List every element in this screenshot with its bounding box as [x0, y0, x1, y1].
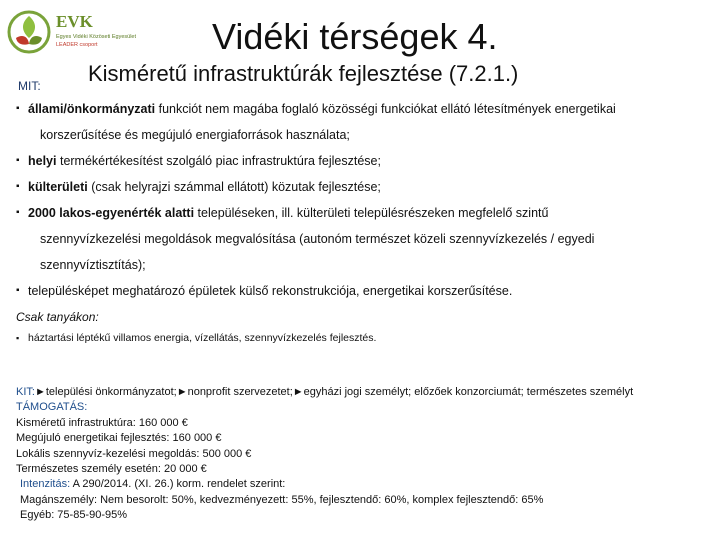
- kit-line: KIT:►települési önkormányzatot;►nonprofit szervezetet;►egyházi jogi személyt; előzőek konzorciumát; természetes személyt: [16, 386, 634, 398]
- logo-line2: LEADER csoport: [56, 42, 98, 48]
- list-item: ▪ külterületi (csak helyrajzi számmal ellátott) közutak fejlesztése;: [16, 174, 711, 200]
- page-title: Vidéki térségek 4.: [212, 16, 498, 57]
- leaf-logo-icon: [6, 8, 52, 54]
- list-item: ▪ helyi termékértékesítést szolgáló piac infrastruktúra fejlesztése;: [16, 148, 711, 174]
- list-item: ▪ településképet meghatározó épületek külső rekonstrukciója, energetikai korszerűsítése.: [16, 278, 711, 304]
- support-label: TÁMOGATÁS:: [16, 401, 88, 414]
- support-line: Kisméretű infrastruktúra: 160 000 €: [16, 416, 188, 429]
- intensity-line: Intenzitás: A 290/2014. (XI. 26.) korm. rendelet szerint:: [20, 478, 286, 491]
- list-item: ▪ háztartási léptékű villamos energia, vízellátás, szennyvízkezelés fejlesztés.: [16, 328, 711, 348]
- logo-brand: EVK: [56, 12, 93, 31]
- mit-label: MIT:: [18, 79, 41, 93]
- support-line: Lokális szennyvíz-kezelési megoldás: 500 000 €: [16, 447, 252, 460]
- list-item: ▪ állami/önkormányzati funkciót nem magába foglaló közösségi funkciókat ellátó létesítmények energetikai korszerűsítése és megújuló energiaforrások használata;: [16, 96, 711, 148]
- support-line: Természetes személy esetén: 20 000 €: [16, 463, 207, 476]
- page-subtitle: Kisméretű infrastruktúrák fejlesztése (7.2.1.): [88, 61, 519, 86]
- evk-logo: [6, 6, 156, 56]
- support-line: Megújuló energetikai fejlesztés: 160 000 €: [16, 432, 222, 445]
- bullet-list: [16, 96, 711, 348]
- private-line: Magánszemély: Nem besorolt: 50%, kedvezményezett: 55%, fejlesztendő: 60%, komplex fejlesztendő: 65%: [20, 493, 544, 506]
- list-item: ▪ 2000 lakos-egyenérték alatti településeken, ill. külterületi településrészeken megfelelő szintű szennyvízkezelési megoldások megvalósítása (autonóm természet közeli szennyvízkezelés / egyedi szennyvíztisztítás);: [16, 200, 711, 278]
- other-line: Egyéb: 75-85-90-95%: [20, 509, 128, 522]
- logo-line1: Egyes Vidéki Közöseti Egyesület: [56, 34, 136, 40]
- details-block: [16, 385, 716, 524]
- only-farms-label: Csak tanyákon:: [16, 310, 99, 324]
